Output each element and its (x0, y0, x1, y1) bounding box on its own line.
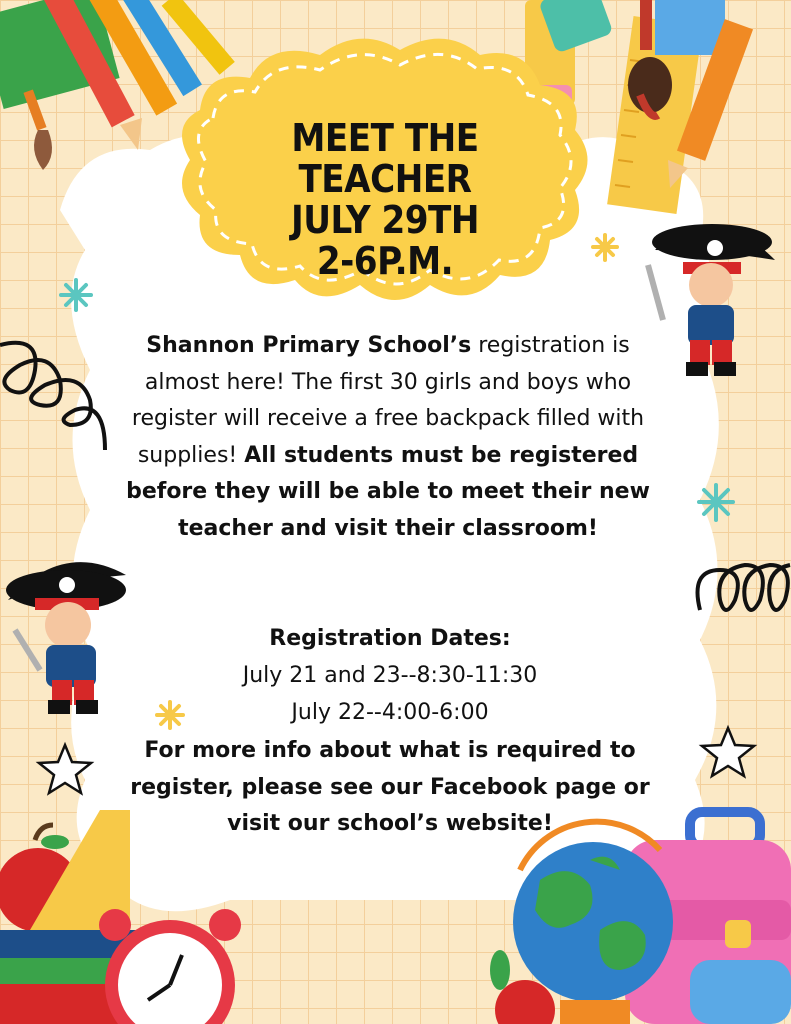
title-line-2: JULY 29TH (291, 198, 479, 242)
title-line-1: MEET THE TEACHER (291, 116, 479, 201)
school-name: Shannon Primary School’s (146, 333, 472, 358)
alarm-clock-icon (99, 909, 241, 1024)
more-info-text: For more info about what is required to register, please see our Facebook page or visit our school’s website! (130, 738, 650, 836)
intro-text: registration is almost here! The first 30 girls and boys who register will receive a free backpack filled with supplies! (131, 333, 645, 468)
title-line-3: 2-6P.M. (316, 239, 454, 283)
registration-date: July 21 and 23--8:30-11:30 (242, 663, 538, 688)
intro-paragraph (108, 328, 668, 547)
event-title (200, 118, 570, 282)
registration-section (100, 620, 680, 731)
registration-date: July 22--4:00-6:00 (291, 700, 489, 725)
registration-heading: Registration Dates: (269, 626, 511, 651)
intro-emphasis: All students must be registered before they will be able to meet their new teacher and visit their classroom! (126, 442, 650, 541)
